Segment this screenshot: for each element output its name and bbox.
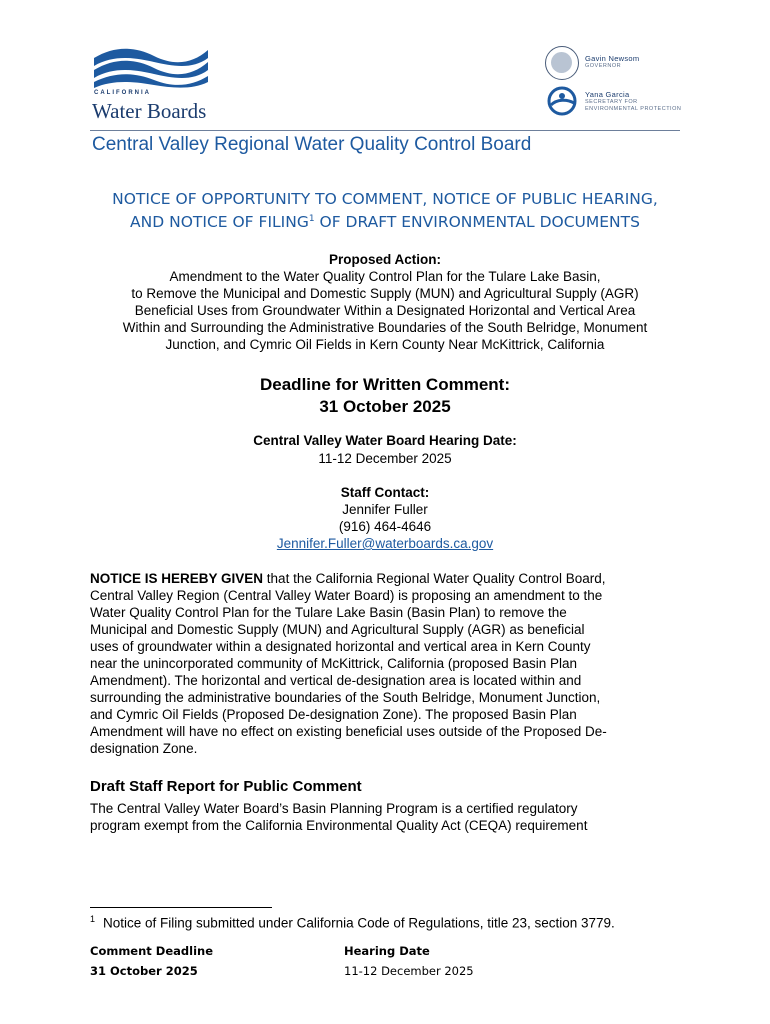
footer-comment-deadline-value: 31 October 2025 <box>90 964 198 978</box>
notice-title-line-2: AND NOTICE OF FILING$^1$ OF DRAFT ENVIRONMENTAL DOCUMENTS <box>130 213 640 231</box>
calepa-logo-icon <box>547 86 577 116</box>
contact-name: Jennifer Fuller <box>342 502 428 517</box>
logo-name-text: Water Boards <box>92 99 207 123</box>
footnote-reference[interactable]: 1 <box>308 213 315 224</box>
governor-name: Gavin Newsom <box>585 54 640 63</box>
notice-title-line-1: NOTICE OF OPPORTUNITY TO COMMENT, NOTICE OF PUBLIC HEARING, <box>112 190 658 208</box>
water-boards-logo <box>88 44 218 124</box>
footnote-divider <box>90 907 272 908</box>
hearing-label: Central Valley Water Board Hearing Date: <box>253 433 517 448</box>
secretary-title-line-1: SECRETARY FOR <box>585 99 638 105</box>
notice-lead: NOTICE IS HEREBY GIVEN <box>90 571 264 586</box>
california-seal-icon <box>545 46 579 80</box>
contact-email-link[interactable]: Jennifer.Fuller@waterboards.ca.gov <box>276 536 494 551</box>
secretary-title-line-2: ENVIRONMENTAL PROTECTION <box>585 106 682 112</box>
section-heading: Draft Staff Report for Public Comment <box>90 778 362 795</box>
hearing-date: 11-12 December 2025 <box>318 451 452 466</box>
organization-name: Central Valley Regional Water Quality Control Board <box>92 134 532 155</box>
footnote <box>90 914 615 931</box>
notice-paragraph: NOTICE IS HEREBY GIVEN that the California Regional Water Quality Control Board, Central Valley Region (Central Valley Water Board) is proposing an amendment to the Water Quality Control Plan for the Tulare Lake Basin (Basin Plan) to remove the Municipal and Domestic Supply (MUN) and Agricultural Supply (AGR) as beneficial uses of groundwater within a designated horizontal and vertical area in Kern County near the unincorporated community of McKittrick, California (proposed Basin Plan Amendment). The horizontal and vertical de-designation area is located within and surrounding the administrative boundaries of the South Belridge, Monument Junction, and Cymric Oil Fields (Proposed De-designation Zone). The proposed Basin Plan Amendment will have no effect on existing beneficial uses outside of the Proposed De- designation Zone. <box>90 571 607 756</box>
proposed-action-text: Amendment to the Water Quality Control Plan for the Tulare Lake Basin, to Remove the Municipal and Domestic Supply (MUN) and Agricultural Supply (AGR) Beneficial Uses from Groundwater Within a Designated Horizontal and Vertical Area Within and Surrounding the Administrative Boundaries of the South Belridge, Monument Junction, and Cymric Oil Fields in Kern County Near McKittrick, California <box>122 269 648 352</box>
logo-state-text: CALIFORNIA <box>94 90 151 96</box>
footer-hearing-date <box>344 941 474 981</box>
officials-block <box>545 44 685 124</box>
deadline-label: Deadline for Written Comment: <box>260 375 510 394</box>
footer-comment-deadline <box>90 941 213 981</box>
secretary-name: Yana Garcia <box>585 90 630 99</box>
footnote-number: 1 <box>90 914 96 924</box>
footer-hearing-date-label: Hearing Date <box>344 944 430 958</box>
footnote-text: Notice of Filing submitted under California Code of Regulations, title 23, section 3779. <box>103 915 615 931</box>
footer-comment-deadline-label: Comment Deadline <box>90 944 214 958</box>
water-waves-icon <box>92 44 210 88</box>
proposed-action-label: Proposed Action: <box>328 252 441 267</box>
section-paragraph: The Central Valley Water Board’s Basin Planning Program is a certified regulatory program exempt from the California Environmental Quality Act (CEQA) requirement <box>90 801 588 833</box>
deadline-date: 31 October 2025 <box>319 397 451 416</box>
contact-phone: (916) 464-4646 <box>338 519 432 534</box>
contact-email-row <box>80 535 690 552</box>
governor-title: GOVERNOR <box>585 63 622 69</box>
header-divider <box>90 130 680 131</box>
contact-label: Staff Contact: <box>340 485 430 500</box>
footer-hearing-date-value: 11-12 December 2025 <box>344 964 474 978</box>
